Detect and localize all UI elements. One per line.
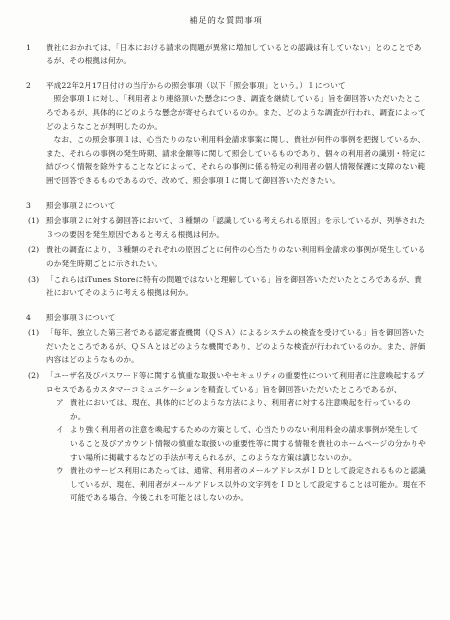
- section-heading: 平成22年2月17日付けの当庁からの照会事項（以下「照会事項」という。）１について: [46, 80, 346, 90]
- item-text: より強く利用者の注意を喚起するための方策として、心当たりのない利用料金の請求事例が発生していること及びアカウント情報の慎重な取扱いの重要性等に関する情報を貴社のホームページの分かりやすい場所に掲載するなどの手法が考えられるが、このような方策は講じないのか。: [70, 425, 426, 462]
- list-item: [56, 396, 426, 423]
- sub-question-text: 「毎年、独立した第三者である認定審査機関（ＱＳＡ）によるシステムの検査を受けている」旨を御回答いただいたところであるが、ＱＳＡとはどのような機関であり、どのような検査が行われているのか。また、評価内容はどのようなものか。: [46, 328, 426, 365]
- list-item: [56, 423, 426, 464]
- question-section-2: [26, 79, 426, 188]
- sub-question: [26, 214, 426, 241]
- question-section-3: [26, 199, 426, 300]
- question-section-1: [26, 41, 426, 68]
- sub-question: [26, 243, 426, 270]
- sub-question-number: (1): [28, 216, 40, 226]
- list-item: [56, 464, 426, 505]
- item-marker: ア: [56, 398, 64, 408]
- section-number: 3: [26, 200, 31, 210]
- item-marker: ウ: [56, 466, 64, 476]
- section-heading: 照会事項２について: [46, 200, 116, 210]
- item-text: 貴社のサービス利用にあたっては、通常、利用者のメールアドレスがＩＤとして設定されるものと認識しているが、現在、利用者がメールアドレス以外の文字列をＩＤとして設定することは可能か。現在不可能である場合、今後これを可能とはしないのか。: [70, 466, 426, 503]
- section-paragraph: 照会事項１に対し、「利用者より連絡頂いた懸念につき、調査を継続している」旨を御回答いただいたところであるが、具体的にどのような懸念が寄せられているのか。また、どのような調査が行われ、調査によってどのようなことが判明したのか。: [46, 94, 426, 131]
- sub-question-text: 「ユーザ名及びパスワード等に関する慎重な取扱いやセキュリティの重要性について利用者に注意喚起するプロセスであるカスタマーコミュニケーションを精査している」旨を御回答いただいたところであるが、: [46, 371, 425, 394]
- section-number: 4: [26, 312, 31, 322]
- sub-question-text: 「これらはiTunes Storeに特有の問題ではないと理解している」旨を御回答いただいたところであるが、貴社においてそのように考える根拠は何か。: [46, 274, 422, 298]
- section-number: 2: [26, 80, 31, 90]
- question-section-4: [26, 311, 426, 505]
- page-title: 補足的な質問事項: [189, 15, 263, 25]
- section-heading: 照会事項３について: [46, 312, 116, 322]
- item-marker: イ: [56, 425, 64, 435]
- section-paragraph: なお、この照会事項１は、心当たりのない利用料金請求事案に関し、貴社が何件の事例を把握しているか、また、それらの事例の発生時期、請求金額等に関して照会しているものであり、個々の利用者の識別・特定に結びつく情報を除外することなどによって、それらの事例に係る特定の利用者の個人情報保護に支障のない範囲で回答できるものであるので、改めて、照会事項１に関して御回答いただきたい。: [46, 135, 426, 185]
- section-text: 貴社におかれては、「日本における請求の問題が異常に増加しているとの認識は有していない」とのことであるが、その根拠は何か。: [46, 42, 422, 66]
- sub-question: [26, 369, 426, 396]
- sub-question-text: 貴社の調査により、３種類のそれぞれの原因ごとに何件の心当たりのない利用料金請求の事例が発生しているのか発生時期ごとに示されたい。: [46, 245, 426, 268]
- sub-question-number: (2): [28, 245, 40, 255]
- sub-question: [26, 326, 426, 367]
- sub-question-number: (3): [28, 274, 40, 284]
- section-number: 1: [26, 42, 31, 52]
- sub-question: [26, 273, 426, 300]
- sub-question-number: (2): [28, 371, 40, 381]
- sub-question-number: (1): [28, 328, 40, 338]
- item-text: 貴社においては、現在、具体的にどのような方法により、利用者に対する注意喚起を行っているのか。: [70, 398, 411, 421]
- sub-question-text: 照会事項２に対する御回答において、３種類の「認識している考えられる原因」を示しているが、列挙された３つの要因を発生原因であると考える根拠は何か。: [46, 216, 426, 239]
